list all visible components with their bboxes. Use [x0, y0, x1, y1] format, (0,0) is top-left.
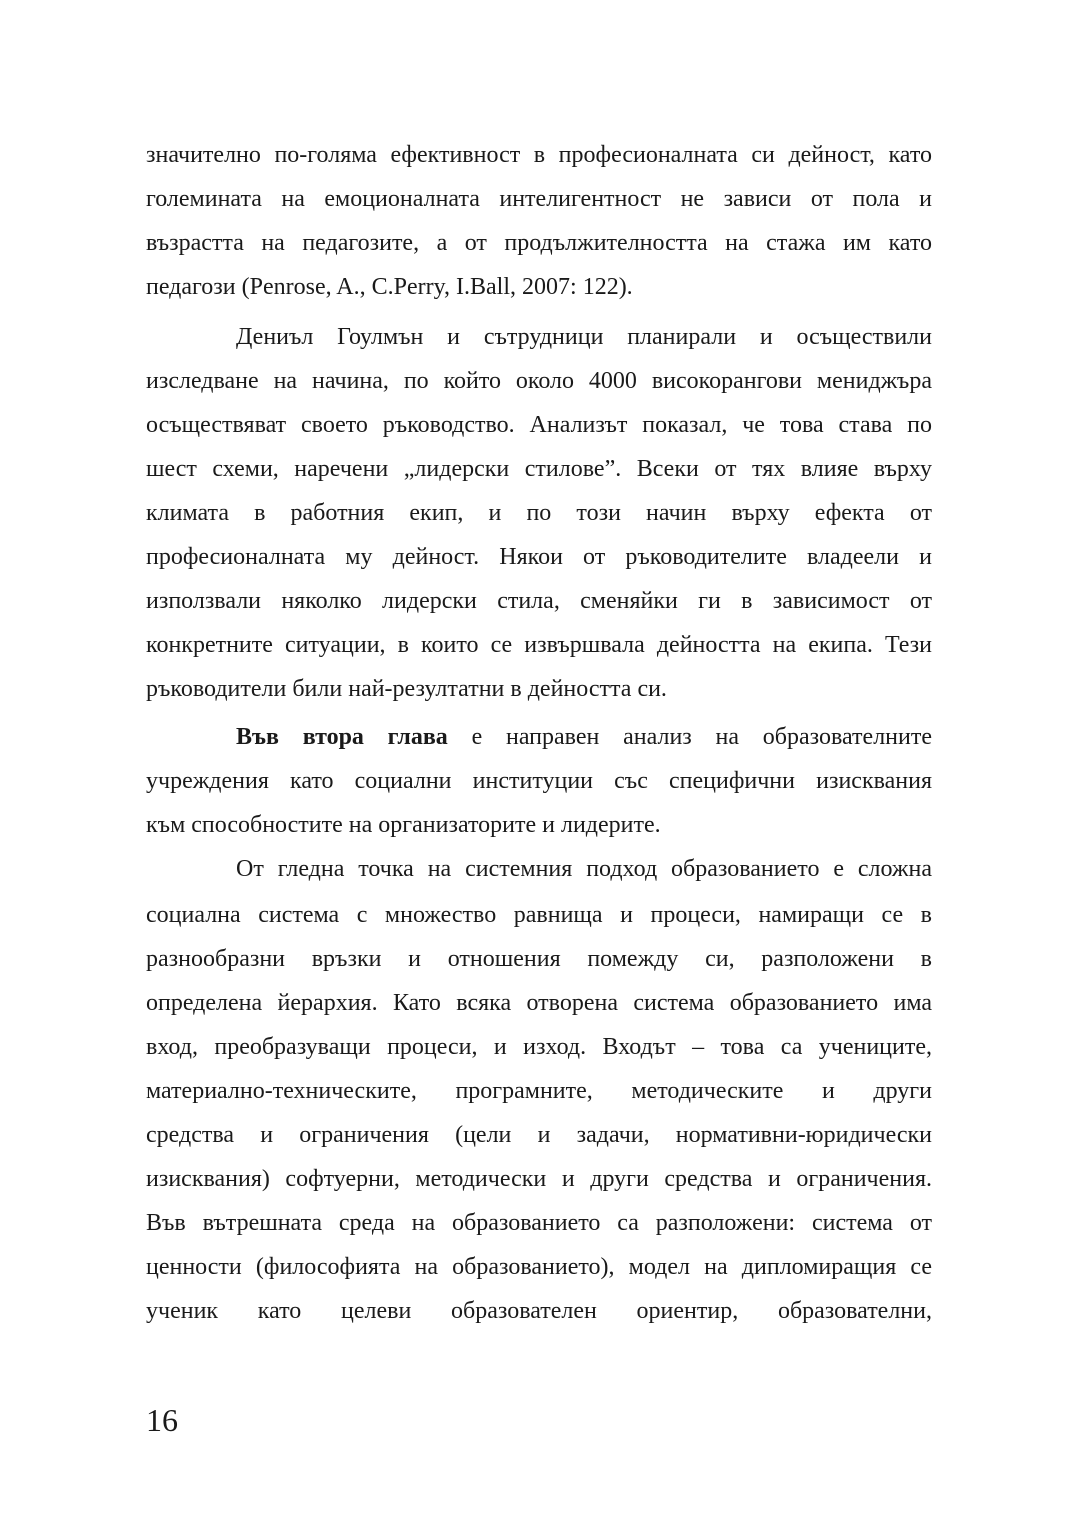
paragraph-2-line-6: професионалната му дейност. Някои от ръководителите владеели и [146, 544, 932, 570]
paragraph-4-line-1: От гледна точка на системния подход образованието е сложна [236, 856, 932, 882]
paragraph-3-lead-rest: е направен анализ на образователните [447, 724, 933, 750]
paragraph-2-line-9: ръководители били най-резултатни в дейността си. [146, 676, 667, 702]
paragraph-3-line-1 [236, 722, 932, 752]
paragraph-3-line-3: към способностите на организаторите и лидерите. [146, 812, 661, 838]
chapter-two-lead: Във втора глава [236, 724, 448, 750]
paragraph-4-line-6: материално-техническите, програмните, методическите и други [146, 1078, 932, 1104]
page-number: 16 [146, 1402, 178, 1438]
paragraph-2-line-7: използвали няколко лидерски стила, сменяйки ги в зависимост от [146, 588, 932, 614]
paragraph-4-line-5: вход, преобразуващи процеси, и изход. Входът – това са учениците, [146, 1034, 932, 1060]
paragraph-4-line-10: ценности (философията на образованието), модел на дипломиращия се [146, 1254, 932, 1280]
paragraph-1-line-2: големината на емоционалната интелигентност не зависи от пола и [146, 186, 932, 212]
paragraph-1-line-3: възрастта на педагозите, а от продължителността на стажа им като [146, 230, 932, 256]
paragraph-1-line-4: педагози (Penrose, A., C.Perry, I.Ball, 2007: 122). [146, 274, 633, 300]
paragraph-4-line-2: социална система с множество равнища и процеси, намиращи се в [146, 902, 932, 928]
paragraph-3-line-2: учреждения като социални институции със специфични изисквания [146, 768, 932, 794]
paragraph-4-line-4: определена йерархия. Като всяка отворена система образованието има [146, 990, 932, 1016]
paragraph-4-line-8: изисквания) софтуерни, методически и други средства и ограничения. [146, 1166, 932, 1192]
paragraph-2-line-3: осъществяват своето ръководство. Анализът показал, че това става по [146, 412, 932, 438]
paragraph-2-line-4: шест схеми, наречени „лидерски стилове”. Всеки от тях влияе върху [146, 456, 932, 482]
paragraph-4-line-11: ученик като целеви образователен ориентир, образователни, [146, 1298, 932, 1324]
paragraph-2-line-5: климата в работния екип, и по този начин върху ефекта от [146, 500, 932, 526]
paragraph-1-line-1: значително по-голяма ефективност в професионалната си дейност, като [146, 142, 932, 168]
paragraph-4-line-3: разнообразни връзки и отношения помежду си, разположени в [146, 946, 932, 972]
paragraph-2-line-2: изследване на начина, по който около 4000 високорангови мениджъра [146, 368, 932, 394]
paragraph-4-line-7: средства и ограничения (цели и задачи, нормативни-юридически [146, 1122, 932, 1148]
paragraph-2-line-8: конкретните ситуации, в които се извършвала дейността на екипа. Тези [146, 632, 932, 658]
paragraph-4-line-9: Във вътрешната среда на образованието са разположени: система от [146, 1210, 932, 1236]
paragraph-2-line-1: Дениъл Гоулмън и сътрудници планирали и осъществили [236, 324, 932, 350]
